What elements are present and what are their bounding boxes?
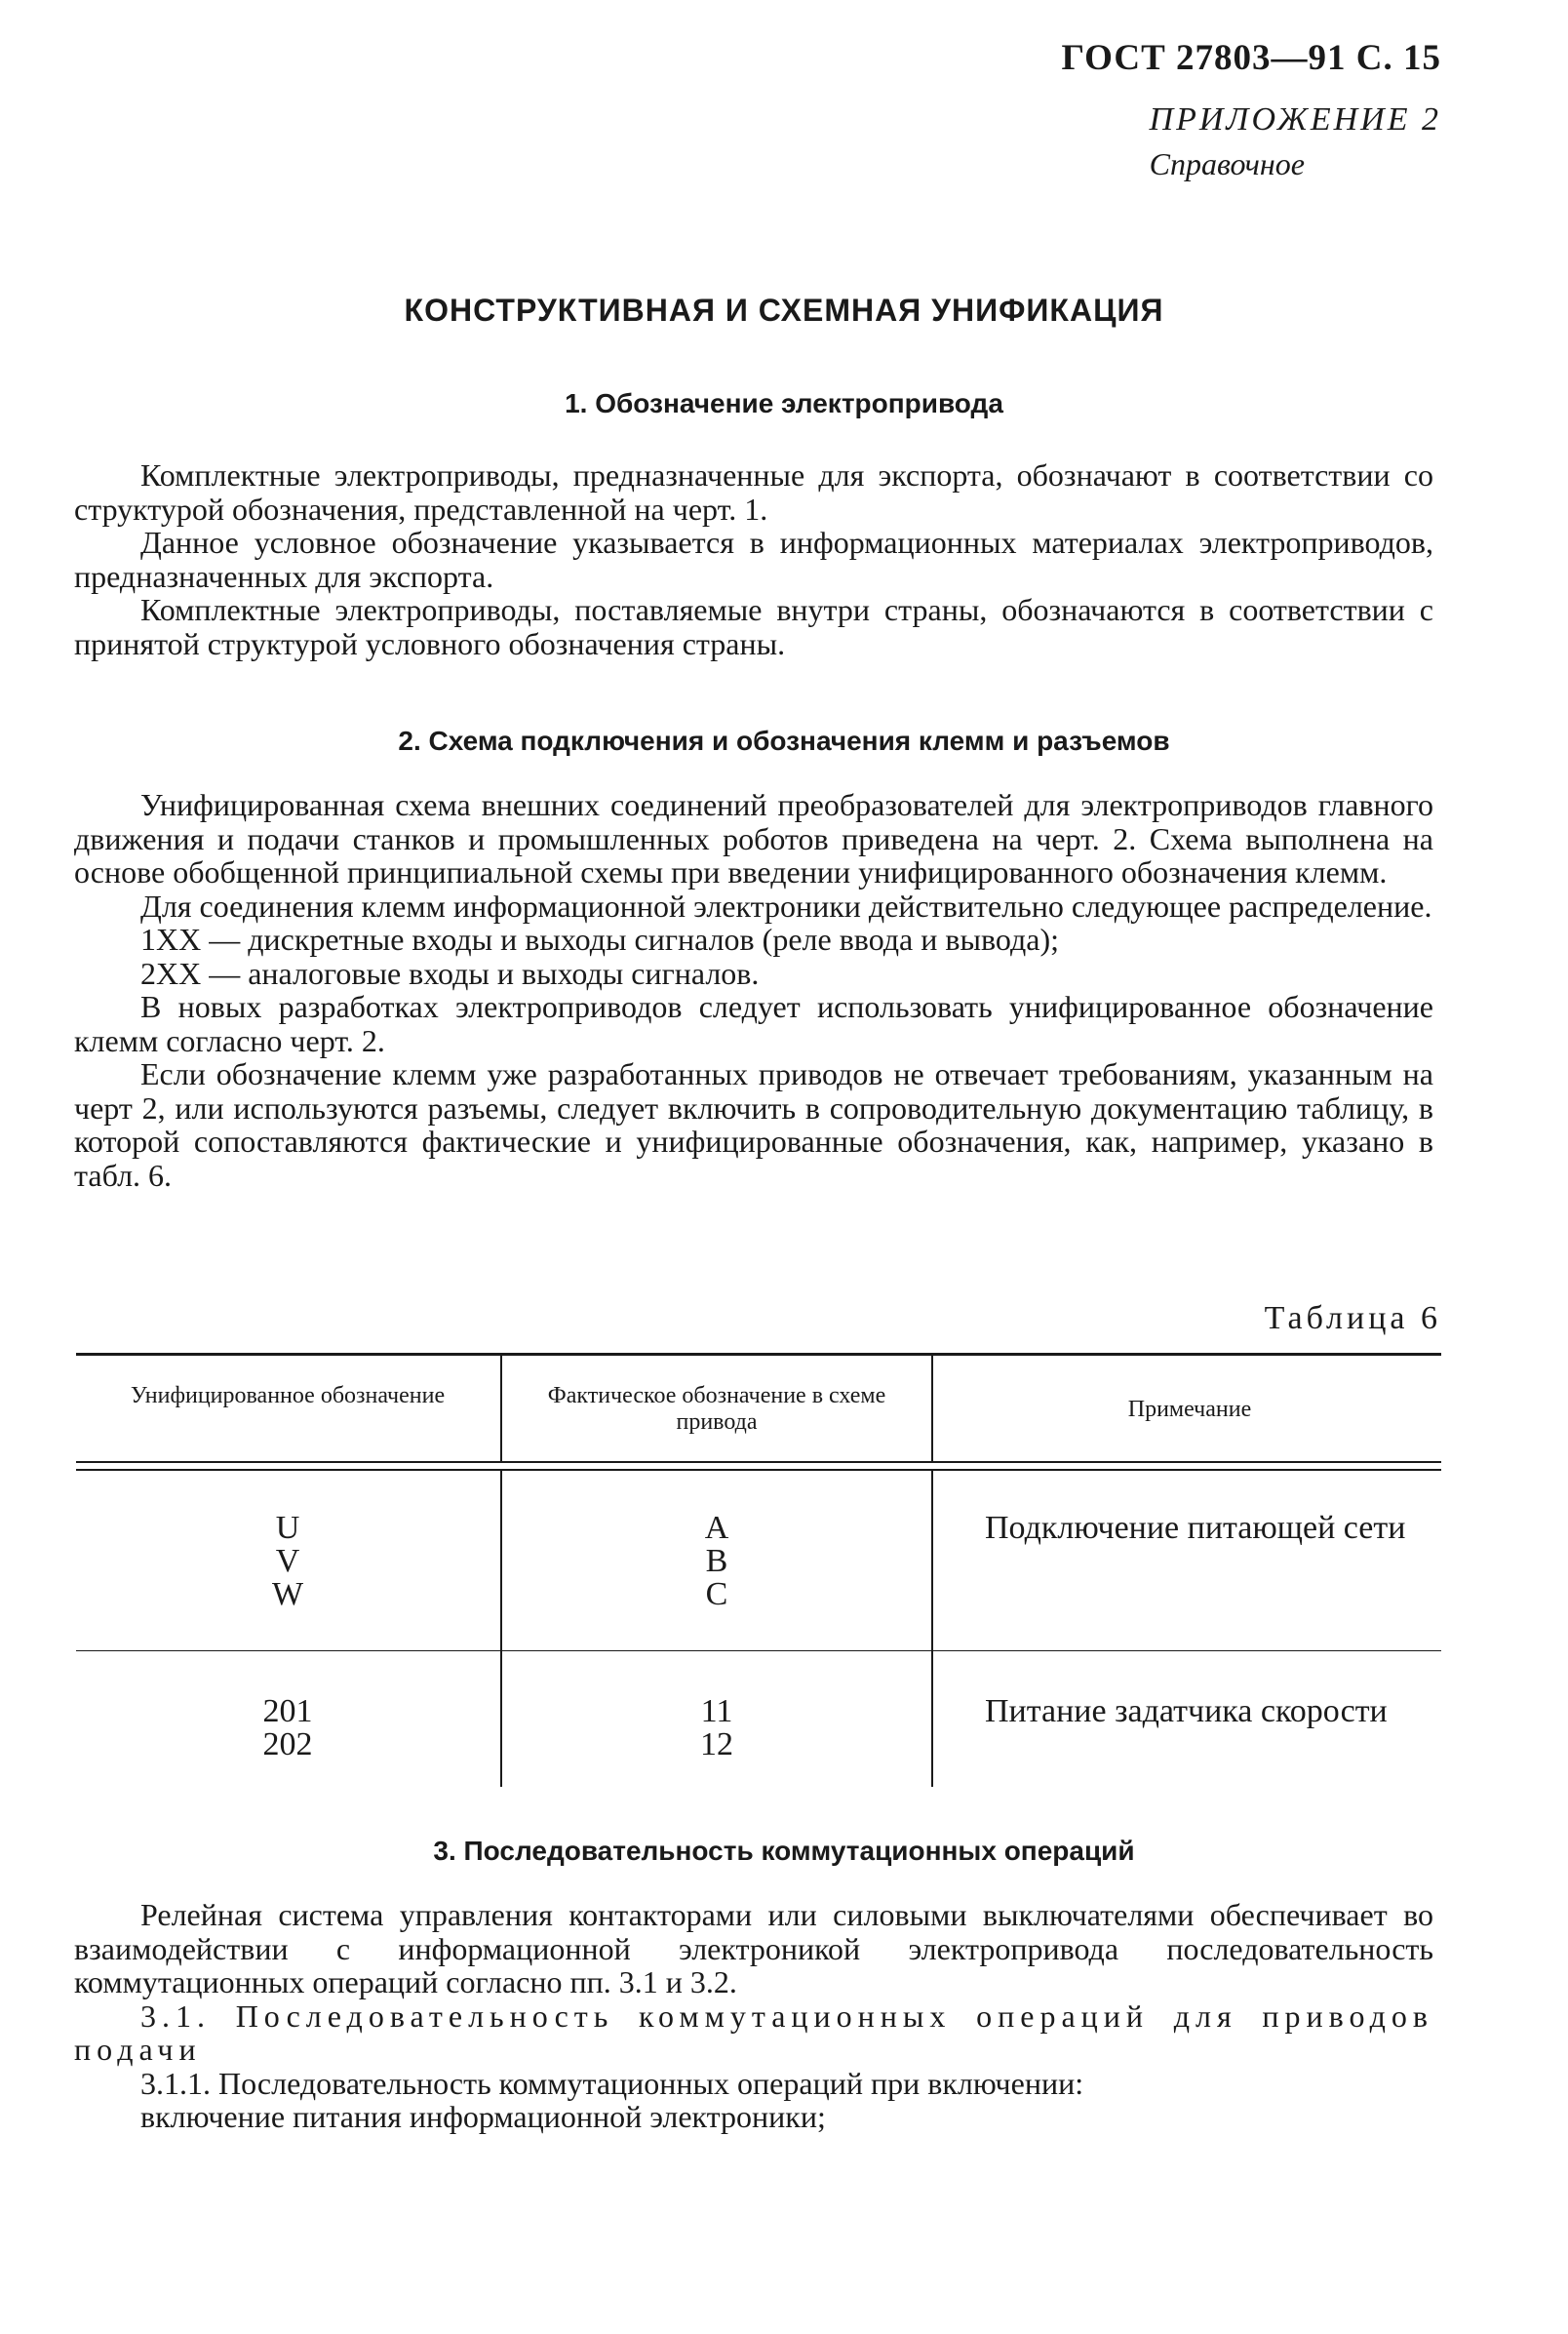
section-3-paragraph: Релейная система управления контакторами или силовыми выключателями обеспечивает во взаимодействии с информационной электроникой электропривода последовательность коммутационных операций согласно пп. 3.1 и 3.2. [74, 1897, 1433, 1999]
standard-header: ГОСТ 27803—91 С. 15 [1061, 38, 1441, 78]
section-2-paragraph: В новых разработках электроприводов следует использовать унифицированное обозначение клемм согласно черт. 2. [74, 989, 1433, 1058]
table-cell-actual: 11 12 [700, 1693, 733, 1762]
section-3-body [74, 1898, 1433, 2134]
section-2-heading: 2. Схема подключения и обозначения клемм и разъемов [398, 726, 1170, 756]
table-row-divider [500, 1471, 502, 1650]
section-2-paragraph: 2XX — аналоговые входы и выходы сигналов. [140, 955, 760, 991]
table-cell-note: Питание задатчика скорости [985, 1693, 1388, 1729]
table-header-unified: Унифицированное обозначение [130, 1383, 446, 1408]
table-row-rule [76, 1650, 1441, 1651]
page-title: КОНСТРУКТИВНАЯ И СХЕМНАЯ УНИФИКАЦИЯ [404, 293, 1164, 328]
table-top-rule [76, 1353, 1441, 1356]
appendix-type: Справочное [1149, 146, 1305, 181]
table-row-divider [931, 1471, 933, 1650]
section-3-paragraph: 3.1. Последовательность коммутационных операций для приводов подачи [74, 1998, 1433, 2067]
table-cell-actual: A B C [704, 1510, 729, 1612]
section-3-paragraph: 3.1.1. Последовательность коммутационных операций при включении: [140, 2065, 1084, 2101]
section-2-paragraph: Если обозначение клемм уже разработанных приводов не отвечает требованиям, указанным на черт 2, или используются разъемы, следует включить в сопроводительную документацию таблицу, в которой сопоставляются фактические и унифицированные обозначения, как, например, указано в табл. 6. [74, 1056, 1433, 1193]
table-header-divider [500, 1356, 502, 1461]
appendix-label: ПРИЛОЖЕНИЕ 2 [1149, 101, 1441, 138]
table-header-rule [76, 1461, 1441, 1463]
section-3-paragraph: включение питания информационной электроники; [140, 2099, 826, 2134]
section-1-paragraph: Данное условное обозначение указывается в информационных материалах электроприводов, предназначенных для экспорта. [74, 525, 1433, 594]
table-header-actual: Фактическое обозначение в схеме привода [547, 1383, 886, 1435]
table-header-note: Примечание [1127, 1397, 1252, 1422]
section-1-paragraph: Комплектные электроприводы, поставляемые внутри страны, обозначаются в соответствии с принятой структурой условного обозначения страны. [74, 592, 1433, 661]
section-1-body [74, 458, 1433, 660]
table-cell-note: Подключение питающей сети [985, 1510, 1406, 1546]
table-cell-unified: 201 202 [262, 1693, 313, 1762]
table-row-divider [931, 1650, 933, 1787]
section-2-paragraph: Унифицированная схема внешних соединений преобразователей для электроприводов главного движения и подачи станков и промышленных роботов приведена на черт. 2. Схема выполнена на основе обобщенной принципиальной схемы при введении унифицированного обозначения клемм. [74, 787, 1433, 890]
section-3-heading: 3. Последовательность коммутационных операций [433, 1836, 1135, 1866]
section-2-paragraph: 1XX — дискретные входы и выходы сигналов (реле ввода и вывода); [140, 922, 1059, 957]
section-1-heading: 1. Обозначение электропривода [565, 388, 1003, 418]
section-1-paragraph: Комплектные электроприводы, предназначенные для экспорта, обозначают в соответствии со структурой обозначения, представленной на черт. 1. [74, 457, 1433, 527]
table-header-divider [931, 1356, 933, 1461]
table-row-divider [500, 1650, 502, 1787]
section-2-body [74, 788, 1433, 1192]
table-cell-unified: U V W [271, 1510, 304, 1612]
table-header-rule [76, 1469, 1441, 1471]
table-caption: Таблица 6 [1264, 1300, 1441, 1336]
section-2-paragraph: Для соединения клемм информационной электроники действительно следующее распределение. [140, 888, 1432, 924]
